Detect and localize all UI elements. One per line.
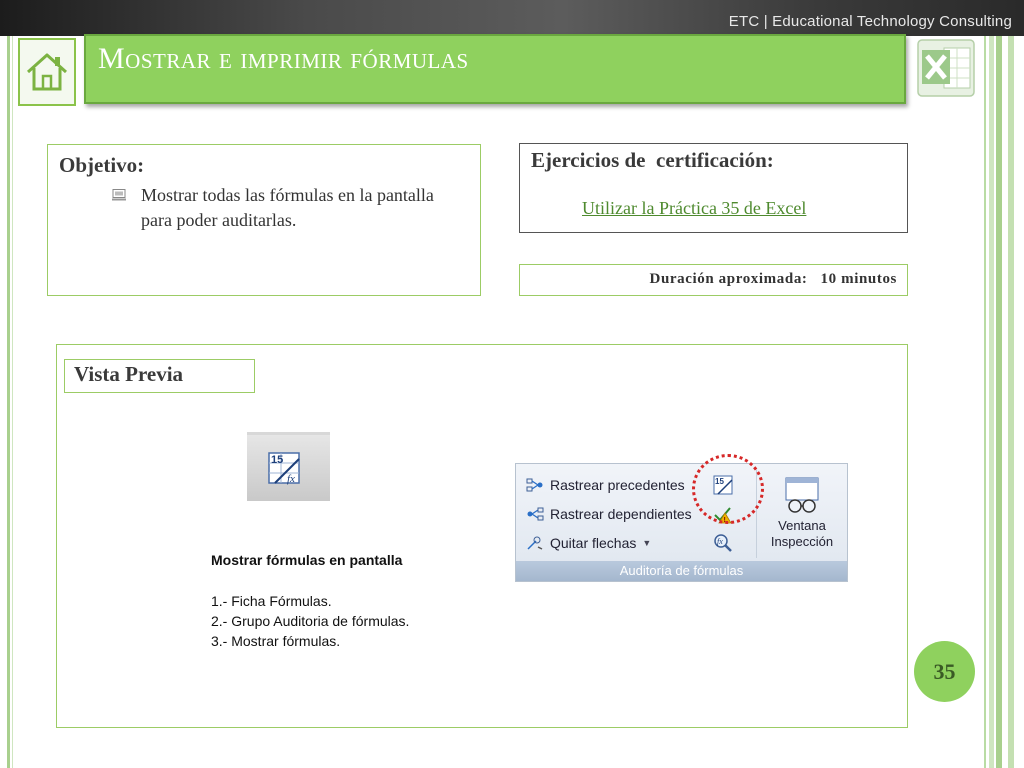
objective-title: Objetivo: bbox=[59, 153, 145, 177]
watch-window-icon bbox=[782, 476, 822, 516]
remove-arrows-icon bbox=[526, 535, 544, 551]
right-stripe-1 bbox=[984, 36, 986, 768]
preview-label: Vista Previa bbox=[74, 362, 184, 386]
show-formulas-icon bbox=[265, 449, 305, 489]
trace-precedents-label: Rastrear precedentes bbox=[550, 477, 685, 493]
remove-arrows-button[interactable] bbox=[526, 532, 651, 554]
left-stripe-thin bbox=[12, 36, 13, 768]
right-stripe-4 bbox=[1008, 36, 1014, 768]
watch-window-label-1: Ventana bbox=[778, 518, 826, 533]
watch-window-button[interactable] bbox=[760, 472, 844, 558]
certification-panel bbox=[519, 143, 908, 233]
svg-text:fx: fx bbox=[287, 473, 295, 485]
page-number: 35 bbox=[914, 641, 975, 702]
ribbon-group-name: Auditoría de fórmulas bbox=[516, 561, 847, 581]
certification-title: Ejercicios de certificación: bbox=[531, 148, 774, 172]
watch-window-label-2: Inspección bbox=[770, 534, 834, 549]
formula-auditing-ribbon bbox=[515, 463, 848, 582]
steps-text bbox=[211, 550, 409, 651]
svg-text:fx: fx bbox=[717, 537, 723, 546]
evaluate-formula-icon[interactable] bbox=[712, 532, 734, 554]
page-title: Mostrar e imprimir fórmulas bbox=[98, 42, 469, 75]
show-formulas-button[interactable] bbox=[247, 432, 330, 501]
practice-link[interactable]: Utilizar la Práctica 35 de Excel bbox=[582, 198, 807, 218]
left-stripe bbox=[7, 36, 10, 768]
preview-label-box bbox=[64, 359, 255, 393]
right-stripe-3 bbox=[996, 36, 1002, 768]
home-button[interactable] bbox=[18, 38, 76, 106]
svg-text:15: 15 bbox=[715, 477, 724, 486]
excel-logo-icon bbox=[914, 36, 978, 100]
svg-text:15: 15 bbox=[271, 454, 284, 466]
trace-precedents-icon bbox=[526, 477, 544, 493]
objective-text: Mostrar todas las fórmulas en la pantalla para poder auditarlas. bbox=[141, 185, 434, 230]
step-3: 3.- Mostrar fórmulas. bbox=[211, 633, 341, 649]
trace-dependents-button[interactable] bbox=[526, 503, 692, 525]
step-2: 2.- Grupo Auditoria de fórmulas. bbox=[211, 613, 410, 629]
svg-text:!: ! bbox=[723, 517, 726, 524]
remove-arrows-label: Quitar flechas bbox=[550, 535, 637, 551]
top-banner bbox=[0, 0, 1024, 36]
brand-text: ETC | Educational Technology Consulting bbox=[728, 13, 1012, 30]
trace-dependents-icon bbox=[526, 506, 544, 522]
step-1: 1.- Ficha Fórmulas. bbox=[211, 593, 332, 609]
trace-precedents-button[interactable] bbox=[526, 474, 685, 496]
steps-title: Mostrar fórmulas en pantalla bbox=[211, 552, 403, 568]
home-icon bbox=[24, 49, 70, 95]
highlight-circle bbox=[692, 454, 764, 524]
right-stripe-2 bbox=[989, 36, 994, 768]
computer-bullet-icon bbox=[112, 189, 126, 201]
title-bar bbox=[84, 34, 906, 104]
duration-panel bbox=[519, 264, 908, 296]
objective-panel bbox=[47, 144, 481, 296]
trace-dependents-label: Rastrear dependientes bbox=[550, 506, 692, 522]
dropdown-arrow-icon: ▼ bbox=[642, 538, 652, 548]
duration-text: Duración aproximada: 10 minutos bbox=[649, 271, 897, 287]
